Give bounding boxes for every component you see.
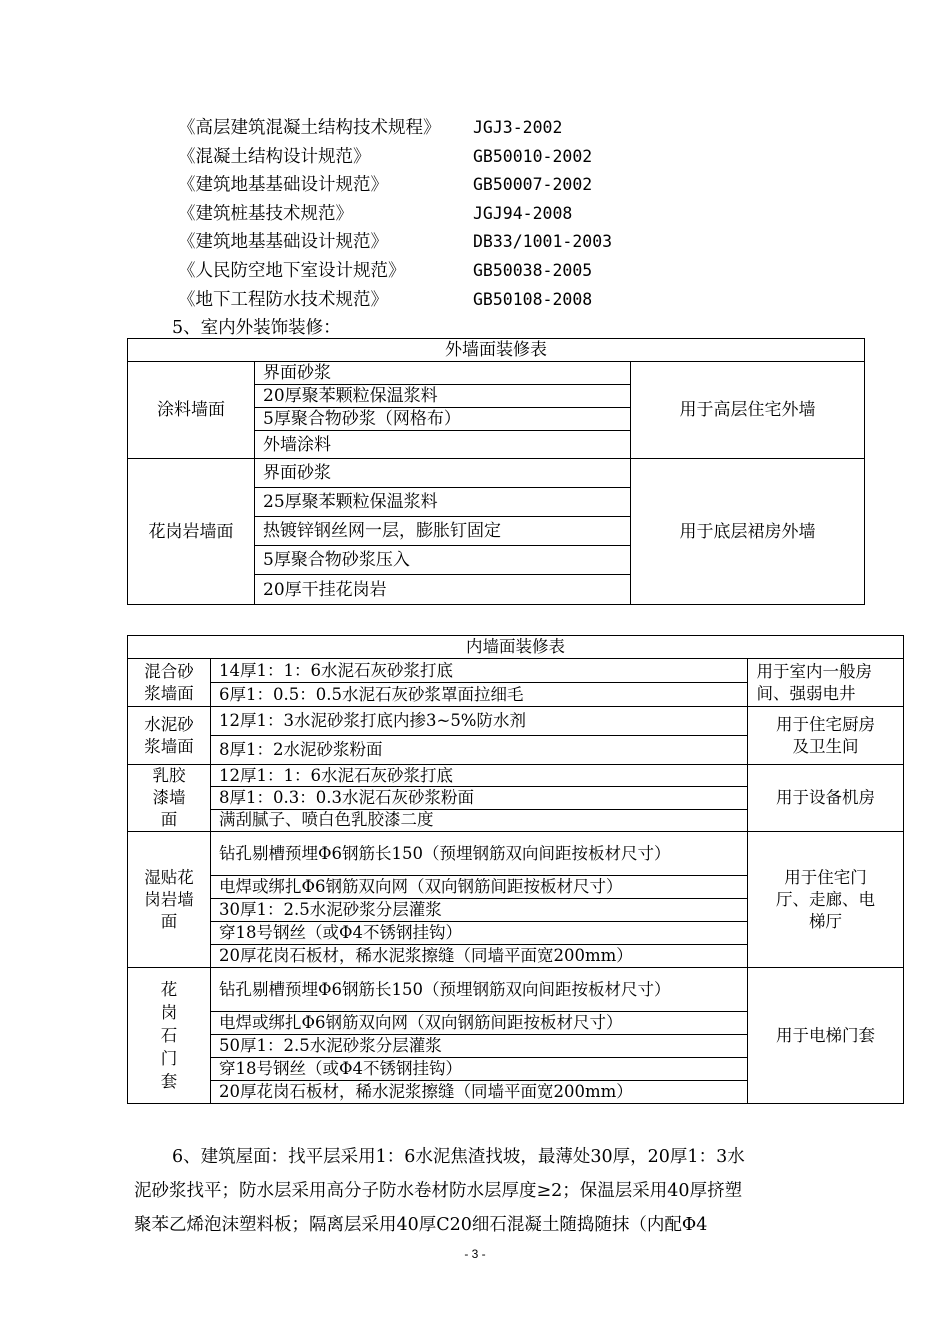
reference-item: 《高层建筑混凝土结构技术规程》 JGJ3-2002: [178, 118, 563, 138]
layer-cell: 电焊或绑扎Φ6钢筋双向网（双向钢筋间距按板材尺寸）: [211, 876, 748, 899]
layer-cell: 钻孔剔槽预埋Φ6钢筋长150（预埋钢筋双向间距按板材尺寸）: [211, 968, 748, 1012]
reference-item: 《建筑地基基础设计规范》 DB33/1001-2003: [178, 232, 613, 253]
usage-cell: [748, 659, 904, 707]
layer-cell: 50厚1：2.5水泥砂浆分层灌浆: [211, 1035, 748, 1058]
layer-cell: 8厚1：0.3：0.3水泥石灰砂浆粉面: [211, 787, 748, 809]
layer-cell: 满刮腻子、喷白色乳胶漆二度: [211, 809, 748, 831]
wall-type-cell: [128, 765, 211, 832]
layer-cell: 界面砂浆: [255, 362, 631, 385]
reference-item: 《人民防空地下室设计规范》 GB50038-2005: [178, 260, 593, 281]
layer-cell: 5厚聚合物砂浆（网格布）: [255, 408, 631, 431]
paragraph-line: 泥砂浆找平；防水层采用高分子防水卷材防水层厚度≥2；保温层采用40厚挤塑: [134, 1181, 743, 1201]
usage-label: 用于住宅门厅、走廊、电梯厅: [776, 867, 875, 931]
layer-cell: 14厚1：1：6水泥石灰砂浆打底: [211, 659, 748, 683]
layer-cell: 20厚干挂花岗岩: [255, 575, 631, 605]
layer-cell: 20厚花岗石板材，稀水泥浆擦缝（同墙平面宽200mm）: [211, 945, 748, 968]
paragraph-line: 聚苯乙烯泡沫塑料板；隔离层采用40厚C20细石混凝土随捣随抹（内配Φ4: [134, 1215, 708, 1235]
paragraph-line: 6、建筑屋面：找平层采用1：6水泥焦渣找坡，最薄处30厚，20厚1：3水: [172, 1147, 745, 1167]
layer-cell: 钻孔剔槽预埋Φ6钢筋长150（预埋钢筋双向间距按板材尺寸）: [211, 832, 748, 876]
wall-type-label: 花岗石门套: [160, 980, 178, 1091]
usage-cell: 用于电梯门套: [748, 968, 904, 1104]
wall-type-cell: [128, 659, 211, 707]
reference-item: 《建筑地基基础设计规范》 GB50007-2002: [178, 175, 593, 196]
reference-item: 《建筑桩基技术规范》 JGJ94-2008: [178, 203, 573, 224]
usage-cell: [748, 832, 904, 968]
interior-finish-table: [127, 635, 904, 1104]
usage-cell: 用于设备机房: [748, 765, 904, 832]
section-heading: 5、室内外装饰装修：: [172, 318, 341, 338]
section-6-paragraph: [134, 1140, 834, 1242]
wall-type-label: 混合砂浆墙面: [144, 661, 194, 703]
layer-cell: 20厚花岗石板材，稀水泥浆擦缝（同墙平面宽200mm）: [211, 1081, 748, 1104]
layer-cell: 界面砂浆: [255, 459, 631, 488]
layer-cell: 12厚1：1：6水泥石灰砂浆打底: [211, 765, 748, 787]
wall-type-cell: 涂料墙面: [128, 362, 255, 459]
usage-label: 用于住宅厨房及卫生间: [776, 714, 875, 756]
layer-cell: 穿18号钢丝（或Φ4不锈钢挂钩）: [211, 922, 748, 945]
layer-cell: 12厚1：3水泥砂浆打底内掺3~5%防水剂: [211, 707, 748, 736]
layer-cell: 热镀锌钢丝网一层，膨胀钉固定: [255, 517, 631, 546]
wall-type-label: 湿贴花岗岩墙面: [144, 867, 194, 931]
layer-cell: 外墙涂料: [255, 431, 631, 459]
layer-cell: 6厚1：0.5：0.5水泥石灰砂浆罩面拉细毛: [211, 683, 748, 707]
layer-cell: 8厚1：2水泥砂浆粉面: [211, 736, 748, 765]
layer-cell: 5厚聚合物砂浆压入: [255, 546, 631, 575]
wall-type-cell: [128, 707, 211, 765]
wall-type-cell: [128, 832, 211, 968]
layer-cell: 20厚聚苯颗粒保温浆料: [255, 385, 631, 408]
reference-item: 《混凝土结构设计规范》 GB50010-2002: [178, 146, 593, 167]
exterior-finish-table: [127, 338, 865, 605]
reference-item: 《地下工程防水技术规范》 GB50108-2008: [178, 289, 593, 310]
usage-cell: 用于底层裙房外墙: [631, 459, 865, 605]
layer-cell: 25厚聚苯颗粒保温浆料: [255, 488, 631, 517]
usage-label: 用于室内一般房间、强弱电井: [756, 661, 872, 703]
usage-cell: [748, 707, 904, 765]
reference-list: [178, 114, 678, 314]
wall-type-cell: 花岗岩墙面: [128, 459, 255, 605]
wall-type-label: 水泥砂浆墙面: [144, 714, 194, 756]
page-number: - 3 -: [464, 1247, 486, 1261]
wall-type-label: 乳胶漆墙面: [152, 766, 186, 829]
layer-cell: 30厚1：2.5水泥砂浆分层灌浆: [211, 899, 748, 922]
wall-type-cell: [128, 968, 211, 1104]
layer-cell: 电焊或绑扎Φ6钢筋双向网（双向钢筋间距按板材尺寸）: [211, 1012, 748, 1035]
usage-cell: 用于高层住宅外墙: [631, 362, 865, 459]
table-caption: 内墙面装修表: [128, 636, 904, 659]
table-caption: 外墙面装修表: [128, 339, 865, 362]
layer-cell: 穿18号钢丝（或Φ4不锈钢挂钩）: [211, 1058, 748, 1081]
